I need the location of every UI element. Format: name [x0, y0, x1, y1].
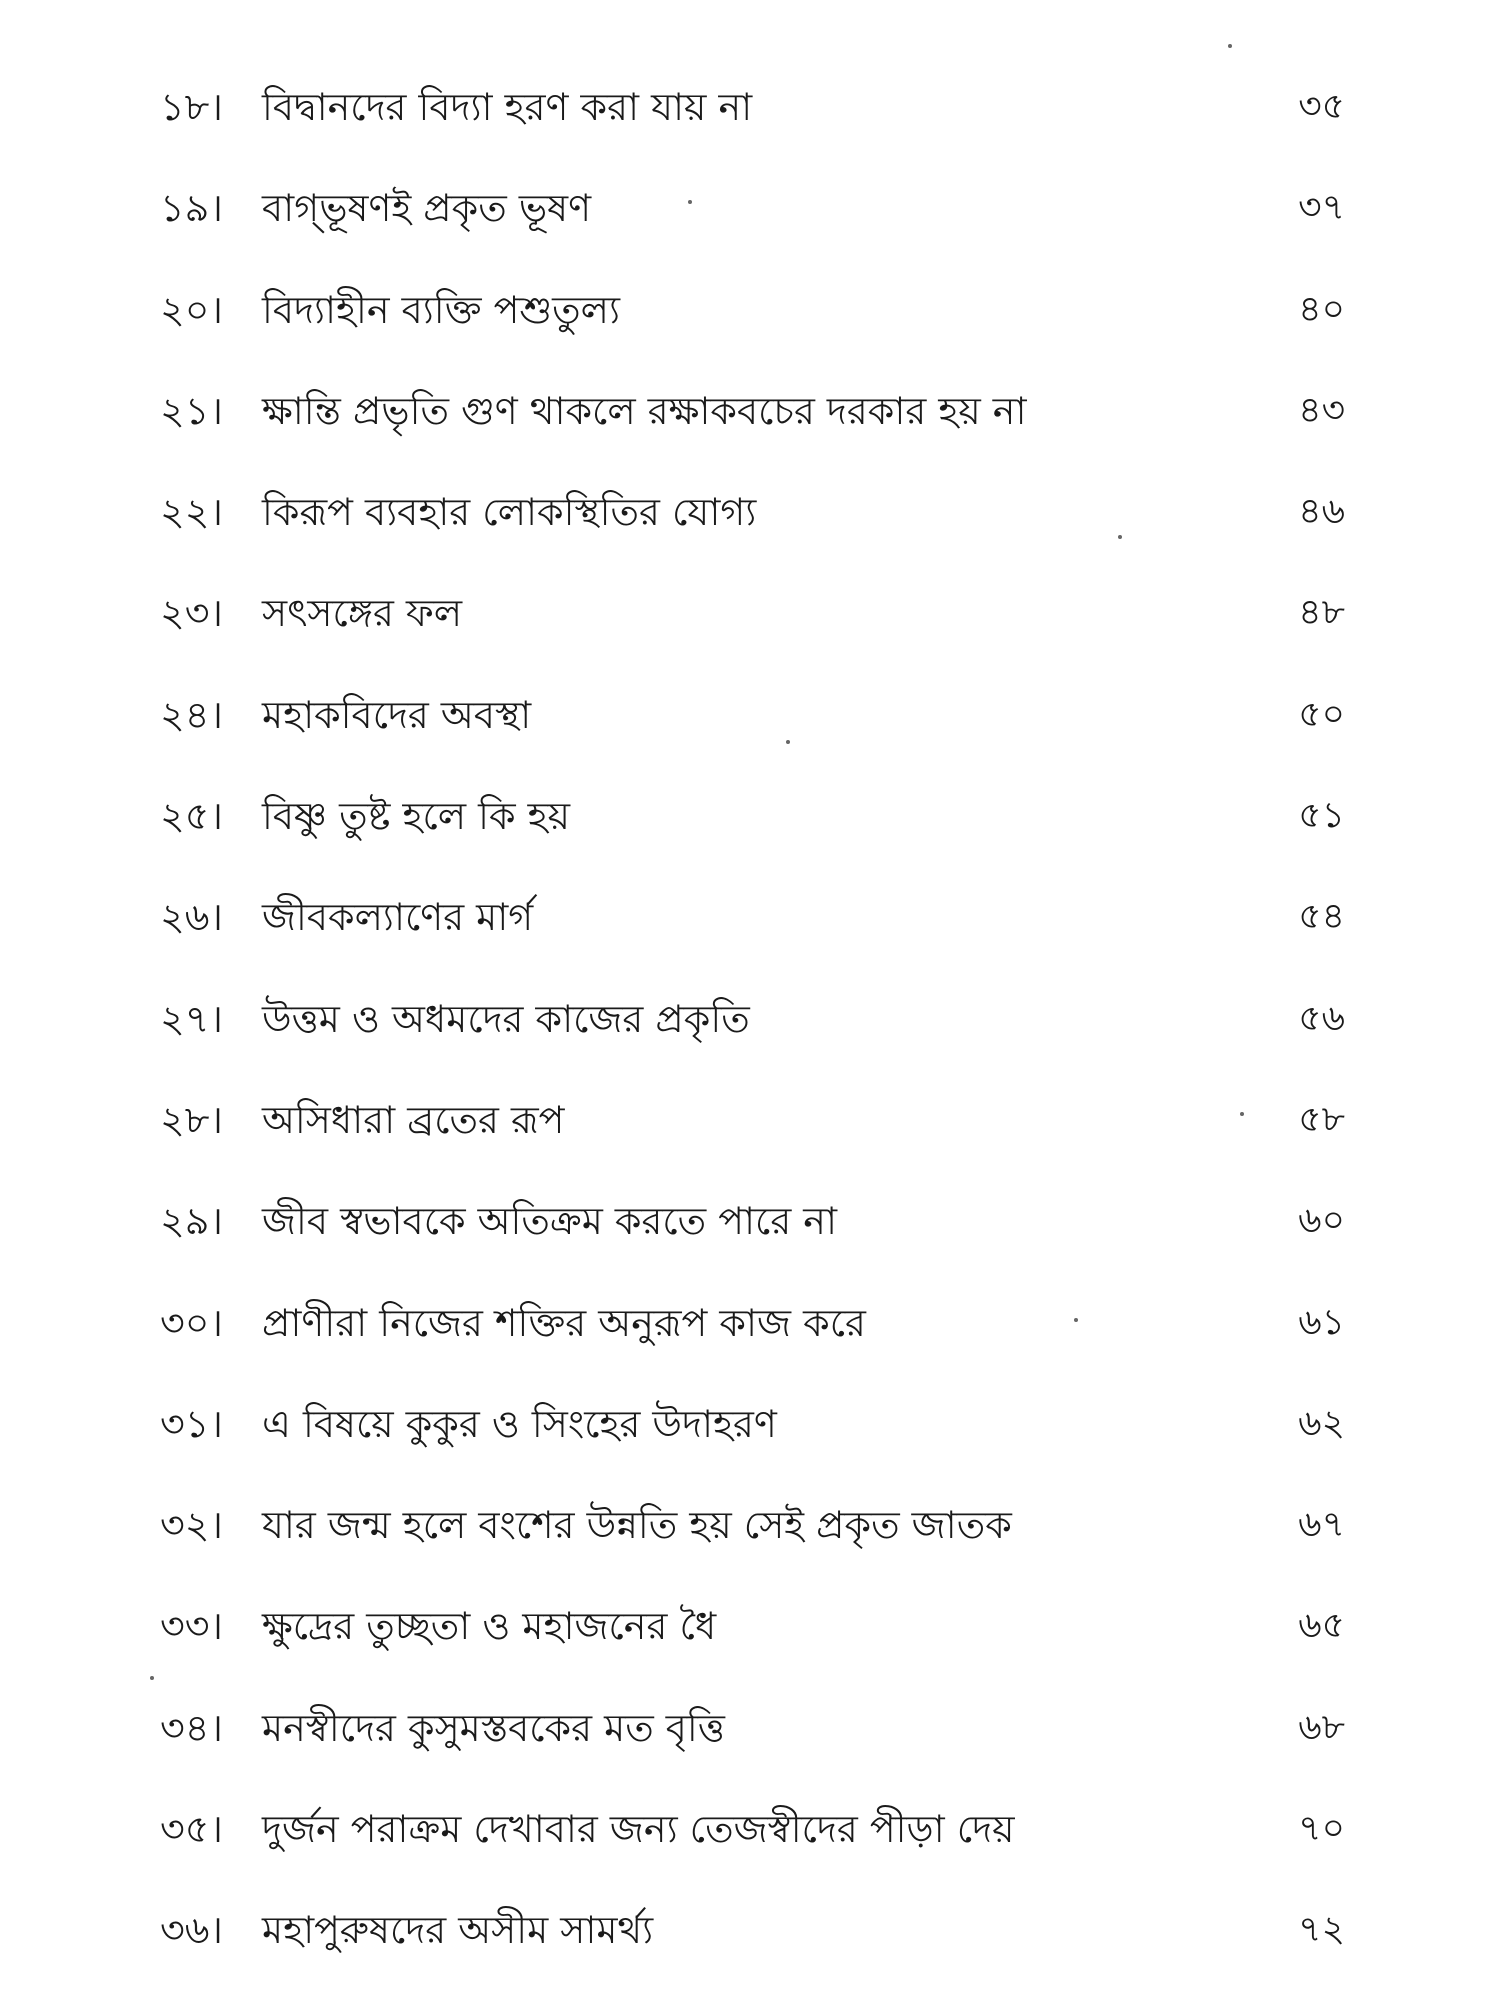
- entry-page-number: ৩৭: [1298, 187, 1345, 229]
- entry-title: বিদ্যাহীন ব্যক্তি পশুতুল্য: [262, 287, 621, 332]
- entry-number: ৩২।: [160, 1503, 224, 1548]
- scan-speck: [150, 1676, 154, 1680]
- entry-page-number: ৫০: [1298, 693, 1345, 735]
- entry-number: ৩১।: [160, 1401, 223, 1446]
- toc-entry: [0, 367, 1500, 468]
- toc-entry: [0, 975, 1500, 1076]
- scan-speck: [1240, 1112, 1244, 1116]
- entry-number: ২৮।: [160, 1097, 223, 1142]
- entry-title: দুর্জন পরাক্রম দেখাবার জন্য তেজস্বীদের পীড়া দেয়: [262, 1807, 1015, 1852]
- entry-title: উত্তম ও অধমদের কাজের প্রকৃতি: [262, 996, 750, 1041]
- entry-title: মনস্বীদের কুসুমস্তবকের মত বৃত্তি: [262, 1705, 725, 1750]
- toc-entry: [0, 1481, 1500, 1582]
- entry-number: ২৩।: [160, 591, 224, 636]
- scan-speck: [688, 200, 692, 204]
- entry-number: ২১।: [160, 388, 223, 433]
- toc-entry: [0, 772, 1500, 873]
- toc-entry: [0, 1177, 1500, 1278]
- toc-entry: [0, 1582, 1500, 1683]
- entry-number: ৩৪।: [160, 1705, 223, 1750]
- toc-entry: [0, 569, 1500, 670]
- entry-number: ২৫।: [160, 794, 223, 839]
- entry-page-number: ৬২: [1298, 1402, 1345, 1444]
- toc-entry: [0, 1076, 1500, 1177]
- entry-number: ৩৩।: [160, 1604, 224, 1649]
- toc-entry: [0, 671, 1500, 772]
- scan-speck: [1118, 535, 1122, 539]
- entry-number: ২৭।: [160, 996, 224, 1041]
- entry-page-number: ৬১: [1298, 1301, 1345, 1343]
- entry-title: জীব স্বভাবকে অতিক্রম করতে পারে না: [262, 1199, 838, 1244]
- entry-title: মহাপুরুষদের অসীম সামর্থ্য: [262, 1908, 654, 1953]
- toc-entry: [0, 1785, 1500, 1886]
- toc-entry: [0, 468, 1500, 569]
- entry-title: জীবকল্যাণের মার্গ: [262, 895, 534, 940]
- entry-number: ২৯।: [160, 1199, 223, 1244]
- entry-page-number: ৫৮: [1298, 1098, 1345, 1140]
- toc-entry: [0, 1279, 1500, 1380]
- entry-page-number: ৪৮: [1298, 592, 1345, 634]
- entry-title: বিষ্ণু তুষ্ট হলে কি হয়: [262, 794, 570, 839]
- entry-title: বাগ্‌ভূষণই প্রকৃত ভূষণ: [262, 186, 592, 231]
- entry-page-number: ৫৪: [1298, 896, 1345, 938]
- entry-title: মহাকবিদের অবস্থা: [262, 692, 532, 737]
- entry-page-number: ৬৮: [1298, 1706, 1345, 1748]
- scan-speck: [1228, 44, 1232, 48]
- entry-title: বিদ্বানদের বিদ্যা হরণ করা যায় না: [262, 85, 753, 129]
- toc-entry: [0, 1380, 1500, 1481]
- entry-title: অসিধারা ব্রতের রূপ: [262, 1097, 565, 1142]
- toc-entry: [0, 1886, 1500, 1987]
- toc-entry: [0, 63, 1500, 164]
- entry-title: এ বিষয়ে কুকুর ও সিংহের উদাহরণ: [262, 1401, 777, 1446]
- entry-page-number: ৬০: [1298, 1200, 1345, 1242]
- entry-number: ১৮।: [160, 85, 223, 129]
- entry-title: কিরূপ ব্যবহার লোকস্থিতির যোগ্য: [262, 490, 757, 535]
- toc-entry: [0, 164, 1500, 265]
- entry-page-number: ৭০: [1298, 1808, 1345, 1850]
- entry-title: ক্ষুদ্রের তুচ্ছতা ও মহাজনের ধৈ: [262, 1604, 717, 1649]
- entry-number: ২২।: [160, 490, 224, 535]
- entry-page-number: ৭২: [1298, 1909, 1345, 1951]
- entry-page-number: ৪৩: [1298, 389, 1345, 431]
- entry-number: ৩৬।: [160, 1908, 224, 1953]
- entry-number: ২৪।: [160, 692, 223, 737]
- toc-entry: [0, 1684, 1500, 1785]
- entry-page-number: ৬৭: [1298, 1504, 1345, 1546]
- entry-page-number: ৫৬: [1298, 997, 1345, 1039]
- scan-speck: [786, 740, 790, 744]
- entry-page-number: ৪০: [1298, 288, 1345, 330]
- entry-title: ক্ষান্তি প্রভৃতি গুণ থাকলে রক্ষাকবচের দরকার হয় না: [262, 388, 1027, 433]
- toc-entry: [0, 873, 1500, 974]
- entry-page-number: ৫১: [1298, 795, 1345, 837]
- entry-title: প্রাণীরা নিজের শক্তির অনুরূপ কাজ করে: [262, 1300, 866, 1345]
- entry-number: ৩০।: [160, 1300, 224, 1345]
- entry-number: ২৬।: [160, 895, 224, 940]
- entry-page-number: ৩৫: [1298, 86, 1345, 127]
- toc-entry: [0, 266, 1500, 367]
- entry-page-number: ৪৬: [1298, 491, 1345, 533]
- entry-page-number: ৬৫: [1298, 1605, 1345, 1647]
- entry-title: যার জন্ম হলে বংশের উন্নতি হয় সেই প্রকৃত জাতক: [262, 1503, 1012, 1548]
- entry-number: ১৯।: [160, 186, 223, 231]
- entry-number: ২০।: [160, 287, 224, 332]
- entry-title: সৎসঙ্গের ফল: [262, 591, 463, 636]
- entry-number: ৩৫।: [160, 1807, 223, 1852]
- scan-speck: [1074, 1318, 1078, 1322]
- table-of-contents: [0, 63, 1500, 1988]
